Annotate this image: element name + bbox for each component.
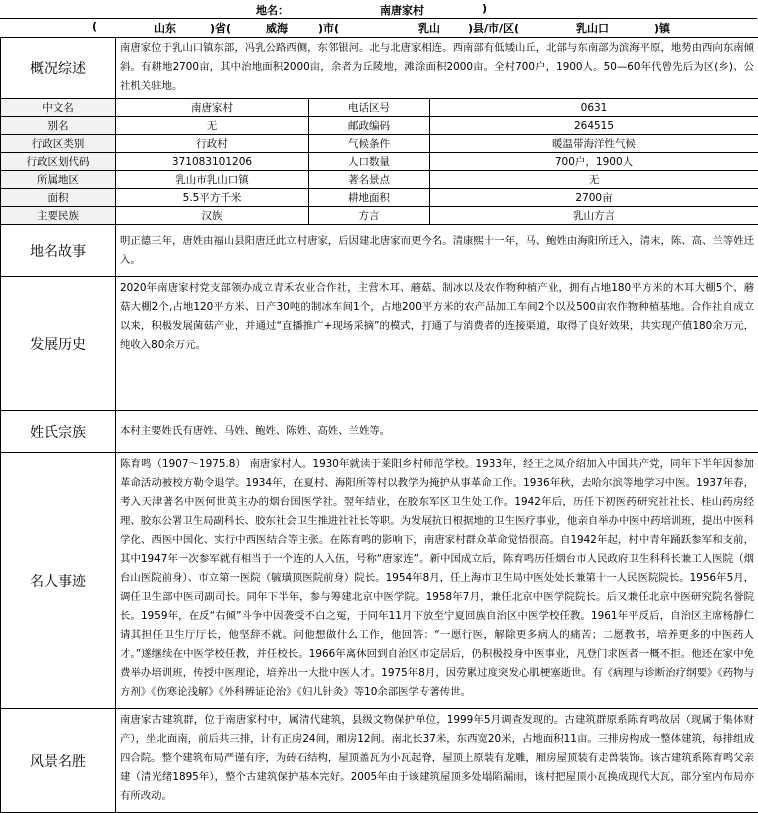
admin-city-suffix: )市( — [318, 20, 339, 36]
clan-text: 本村主要姓氏有唐姓、马姓、鲍姓、陈姓、高姓、兰姓等。 — [116, 411, 758, 453]
clan-row — [1, 411, 758, 453]
info-value: 2700亩 — [430, 189, 758, 207]
admin-province: 山东 — [154, 20, 176, 36]
admin-city: 威海 — [266, 20, 288, 36]
info-value: 5.5平方千米 — [116, 189, 309, 207]
info-row-6 — [1, 207, 758, 225]
info-value: 南唐家村 — [116, 99, 309, 117]
history-row — [1, 277, 758, 411]
info-value: 264515 — [430, 117, 758, 135]
admin-town-suffix: )镇 — [654, 20, 670, 36]
info-value: 暖温带海洋性气候 — [430, 135, 758, 153]
admin-county-suffix: )县/市/区( — [468, 20, 519, 36]
info-key: 主要民族 — [1, 207, 116, 225]
person-row — [1, 453, 758, 709]
info-value: 汉族 — [116, 207, 309, 225]
story-row — [1, 225, 758, 277]
info-key: 人口数量 — [309, 153, 430, 171]
clan-label: 姓氏宗族 — [1, 411, 116, 453]
story-text: 明正德三年，唐姓由福山县阳唐迁此立村唐家，后因建北唐家而更今名。清康熙十一年，马、鲍姓由海阳所迁入，清末，陈、高、兰等姓迁入。 — [116, 225, 758, 277]
info-key: 行政区类别 — [1, 135, 116, 153]
info-key: 面积 — [1, 189, 116, 207]
info-key: 气候条件 — [309, 135, 430, 153]
scene-label: 风景名胜 — [1, 709, 116, 813]
info-value: 371083101206 — [116, 153, 309, 171]
info-key: 别名 — [1, 117, 116, 135]
person-label: 名人事迹 — [1, 453, 116, 709]
info-key: 行政区划代码 — [1, 153, 116, 171]
place-name-close-paren: ) — [482, 2, 487, 15]
header-admin-row — [0, 18, 757, 38]
info-key: 邮政编码 — [309, 117, 430, 135]
history-label: 发展历史 — [1, 277, 116, 411]
place-name-label: 地名： — [256, 2, 289, 18]
info-value: 700户，1900人 — [430, 153, 758, 171]
scene-text: 南唐家古建筑群，位于南唐家村中，属清代建筑，县级文物保护单位，1999年5月调查发现的。古建筑群原系陈育鸣故居（现属于集体财产），坐北面南，前后共三排，计有正房24间，厢房12间。南北长37米，东西宽20米，占地面积11亩。三排房构成一整体建筑，每排组成四合院。整个建筑布局严谨有序，为砖石结构，屋顶盖瓦为小瓦起脊，屋顶上原装有龙雕，厢房屋顶装有走兽装饰。该古建筑系陈育鸣父亲建（清光绪1895年），整个古建筑保护基本完好。2005年由于该建筑屋顶多处塌陷漏雨，该村把屋顶小瓦换成现代大瓦，部分室内布局亦有所改动。 — [116, 709, 758, 813]
overview-label: 概况综述 — [1, 38, 116, 99]
admin-county: 乳山 — [418, 20, 440, 36]
overview-text: 南唐家位于乳山口镇东部，冯乳公路西侧，东邻银河。北与北唐家相连。西南部有低矮山丘，北部与东南部为滨海平原，地势由西向东南倾斜。有耕地2700亩，其中治地面积2000亩，余者为丘陵地，滩涂面积2000亩。全村700户，1900人。50—60年代曾先后为区(乡)、公社机关驻地。 — [116, 38, 758, 99]
info-key: 方言 — [309, 207, 430, 225]
info-key: 耕地面积 — [309, 189, 430, 207]
info-row-1 — [1, 117, 758, 135]
admin-town: 乳山口 — [576, 20, 609, 36]
info-row-0 — [1, 99, 758, 117]
overview-row — [1, 38, 758, 99]
story-label: 地名故事 — [1, 225, 116, 277]
info-value: 乳山方言 — [430, 207, 758, 225]
admin-province-suffix: )省( — [210, 20, 231, 36]
info-value: 0631 — [430, 99, 758, 117]
info-value: 无 — [430, 171, 758, 189]
person-text: 陈育鸣（1907～1975.8） 南唐家村人。1930年就读于莱阳乡村师范学校。1933年，经王之凤介绍加入中国共产党，同年下半年因参加革命活动被校方勒令退学。1934年，在夏村、海阳所等村以教学为掩护从事革命工作。1936年秋，去哈尔滨等地学习中医。1937年春，考入天津著名中医何世英主办的烟台国医学社。翌年结业，在胶东军区卫生处工作。1942年后，历任下初医药研究社社长、桂山药房经理、胶东公署卫生局副科长、胶东社会卫生推进社社长等职。为发展抗日根据地的卫生医疗事业，他亲自举办中医中药培训班，提出中医科学化、西医中国化、实行中西医结合等主张。在陈育鸣的影响下，南唐家村群众革命觉悟很高。自1942年起，村中青年踊跃参军和支前，其中1947年一次参军就有相当于一个连的人入伍，号称“唐家连”。新中国成立后，陈育鸣历任烟台市人民政府卫生科科长兼工人医院（烟台山医院前身）、市立第一医院（毓璜顶医院前身）院长。1954年8月，任上海市卫生局中医处处长兼第十一人民医院院长。1956年5月，调任卫生部中医司副司长。同年下半年，参与筹建北京中医学院。1958年7月，兼任北京中医学院院长。后又兼任北京中医研究院名誉院长。1959年，在反“右倾”斗争中因袭受不白之冤，于同年11月下放至宁夏回族自治区中医学校任教。1961年平反后，自治区主席杨静仁请其担任卫生厅厅长，他坚辞不就。问他想做什么工作，他回答：“一愿行医，解除更多病人的痛苦；二愿教书，培养更多的中医药人才。”遂继续在中医学校任教，并任校长。1966年离休回到自治区市定居后，仍积极投身中医事业，凡登门求医者一概不拒。他还在家中免费举办培训班，传授中医理论，培养出一大批中医人才。1975年8月，因劳累过度突发心肌梗塞逝世。有《病理与诊断治疗纲要》《药物与方剂》《伤寒论浅解》《外科辨证论治》《妇儿针灸》等10余部医学专著传世。 — [116, 453, 758, 709]
info-key: 所属地区 — [1, 171, 116, 189]
village-info-table — [0, 37, 758, 813]
info-key: 中文名 — [1, 99, 116, 117]
info-row-3 — [1, 153, 758, 171]
history-text: 2020年南唐家村党支部领办成立青禾农业合作社，主营木耳、蘑菇、制冰以及农作物种植产业，拥有占地180平方米的木耳大棚5个、蘑菇大棚2个,占地120平方米、日产30吨的制冰车间1个，占地200平方米的农产品加工车间2个以及500亩农作物种植基地。合作社自成立以来，积极发展菌菇产业，并通过“直播推广+现场采摘”的模式，打通了与消费者的连接渠道，取得了良好效果，共实现产值180余万元，纯收入80余万元。 — [116, 277, 758, 411]
info-value: 行政村 — [116, 135, 309, 153]
place-name-value: 南唐家村 — [380, 2, 424, 18]
info-key: 著名景点 — [309, 171, 430, 189]
info-value: 乳山市乳山口镇 — [116, 171, 309, 189]
info-row-4 — [1, 171, 758, 189]
info-key: 电话区号 — [309, 99, 430, 117]
info-row-5 — [1, 189, 758, 207]
admin-open-paren: ( — [92, 20, 97, 33]
info-row-2 — [1, 135, 758, 153]
header-name-row — [0, 0, 757, 19]
scene-row — [1, 709, 758, 813]
info-value: 无 — [116, 117, 309, 135]
